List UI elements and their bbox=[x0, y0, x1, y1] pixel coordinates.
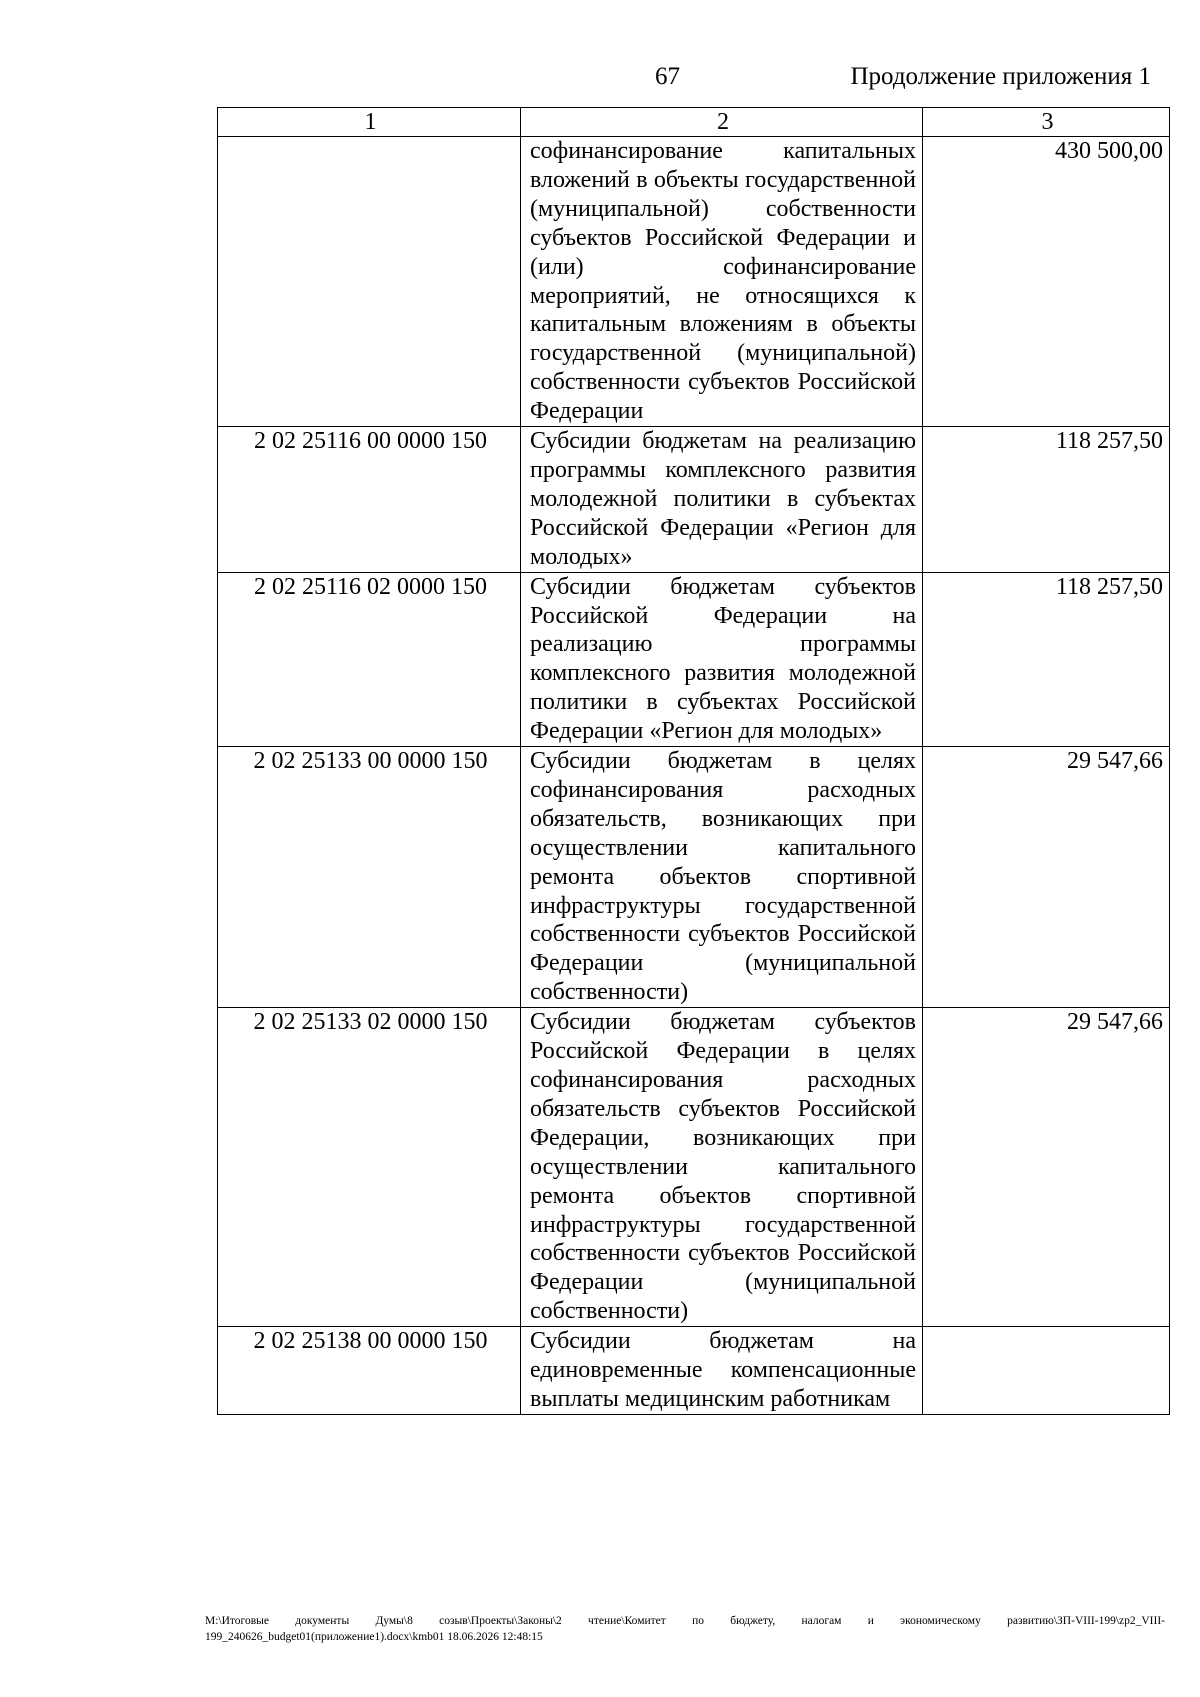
row-amount bbox=[923, 1327, 1170, 1415]
row-code: 2 02 25138 00 0000 150 bbox=[218, 1327, 521, 1415]
budget-table bbox=[217, 107, 1170, 1415]
row-description: Субсидии бюджетам на реализацию программы комплексного развития молодежной политики в субъектах Российской Федерации «Регион для молодых» bbox=[521, 427, 923, 573]
row-amount: 29 547,66 bbox=[923, 747, 1170, 1008]
table-row bbox=[218, 427, 1170, 573]
row-amount: 29 547,66 bbox=[923, 1008, 1170, 1327]
table-row bbox=[218, 747, 1170, 1008]
continuation-label: Продолжение приложения 1 bbox=[850, 63, 1151, 90]
row-description: Субсидии бюджетам субъектов Российской Федерации в целях софинансирования расходных обязательств субъектов Российской Федерации, возникающих при осуществлении капитального ремонта объектов спортивной инфраструктуры государственной собственности субъектов Российской Федерации (муниципальной собственности) bbox=[521, 1008, 923, 1327]
row-code: 2 02 25116 02 0000 150 bbox=[218, 572, 521, 746]
column-header-1: 1 bbox=[218, 108, 521, 137]
file-path-footer: M:\Итоговые документы Думы\8 созыв\Проекты\Законы\2 чтение\Комитет по бюджету, налогам и экономическому развитию\ЗП-VIII-199\zp2_VIII-199_240626_budget01(приложение1).docx\kmb01 18.06.2026 12:48:15 bbox=[205, 1615, 1165, 1643]
row-code: 2 02 25116 00 0000 150 bbox=[218, 427, 521, 573]
column-header-3: 3 bbox=[923, 108, 1170, 137]
table-header-row bbox=[218, 108, 1170, 137]
row-description: софинансирование капитальных вложений в объекты государственной (муниципальной) собственности субъектов Российской Федерации и (или) софинансирование мероприятий, не относящихся к капитальным вложениям в объекты государственной (муниципальной) собственности субъектов Российской Федерации bbox=[521, 137, 923, 427]
row-code bbox=[218, 137, 521, 427]
row-amount: 430 500,00 bbox=[923, 137, 1170, 427]
row-description: Субсидии бюджетам в целях софинансирования расходных обязательств, возникающих при осуществлении капитального ремонта объектов спортивной инфраструктуры государственной собственности субъектов Российской Федерации (муниципальной собственности) bbox=[521, 747, 923, 1008]
table-row bbox=[218, 1008, 1170, 1327]
row-description: Субсидии бюджетам на единовременные компенсационные выплаты медицинским работникам bbox=[521, 1327, 923, 1415]
table-row bbox=[218, 572, 1170, 746]
page-number: 67 bbox=[655, 63, 680, 90]
row-amount: 118 257,50 bbox=[923, 572, 1170, 746]
table-row bbox=[218, 1327, 1170, 1415]
row-code: 2 02 25133 02 0000 150 bbox=[218, 1008, 521, 1327]
row-code: 2 02 25133 00 0000 150 bbox=[218, 747, 521, 1008]
row-description: Субсидии бюджетам субъектов Российской Федерации на реализацию программы комплексного развития молодежной политики в субъектах Российской Федерации «Регион для молодых» bbox=[521, 572, 923, 746]
row-amount: 118 257,50 bbox=[923, 427, 1170, 573]
column-header-2: 2 bbox=[521, 108, 923, 137]
table-row bbox=[218, 137, 1170, 427]
